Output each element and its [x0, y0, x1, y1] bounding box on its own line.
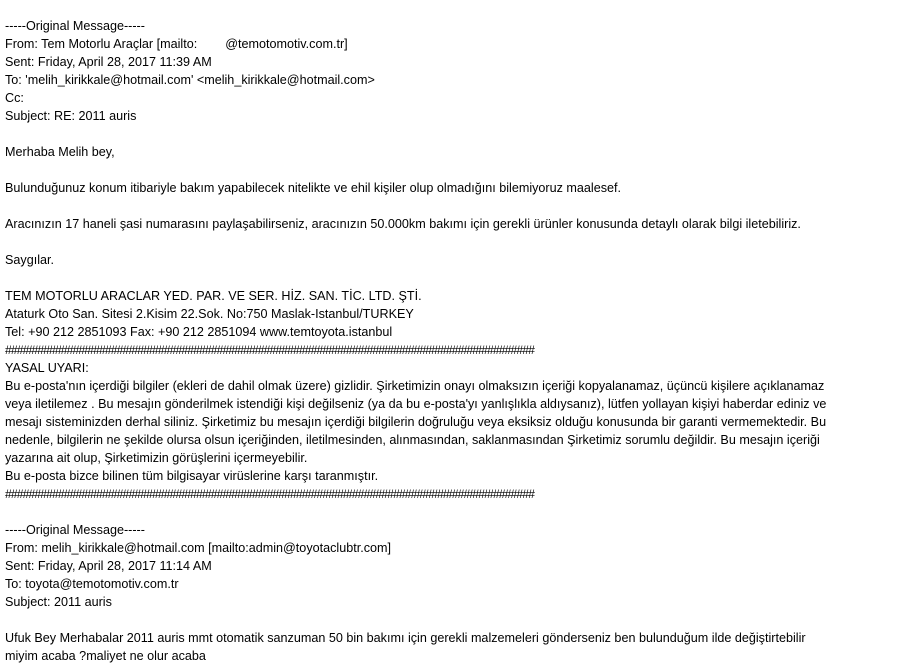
- from-line: From: melih_kirikkale@hotmail.com [mailto:admin@toyotaclubtr.com]: [5, 541, 392, 555]
- sent-line: Sent: Friday, April 28, 2017 11:14 AM: [5, 559, 212, 573]
- to-line: To: toyota@temotomotiv.com.tr: [5, 577, 179, 591]
- original-body-line: miyim acaba ?maliyet ne olur acaba: [5, 649, 206, 663]
- disclaimer-line: yazarına ait olup, Şirketimizin görüşlerini içermeyebilir.: [5, 451, 308, 465]
- original-message-separator: -----Original Message-----: [5, 19, 145, 33]
- disclaimer-line: Bu e-posta bizce bilinen tüm bilgisayar virüslerine karşı taranmıştır.: [5, 469, 379, 483]
- original-message-separator: -----Original Message-----: [5, 523, 145, 537]
- subject-line: Subject: 2011 auris: [5, 595, 112, 609]
- reply-paragraph-2: Aracınızın 17 haneli şasi numarasını paylaşabilirseniz, aracınızın 50.000km bakımı için gerekli ürünler konusunda detaylı olarak bilgi iletebiliriz.: [5, 217, 801, 231]
- disclaimer-line: mesajı sisteminizden derhal siliniz. Şirketimiz bu mesajın içerdiği bilgilerin doğruluğu veya eksiksiz olduğu konusunda bir garanti vermemektedir. Bu: [5, 415, 827, 429]
- subject-line: Subject: RE: 2011 auris: [5, 109, 137, 123]
- original-body-line: Ufuk Bey Merhabalar 2011 auris mmt otomatik sanzuman 50 bin bakımı için gerekli malzemeleri gönderseniz ben bulunduğum ilde değiştirtebilir: [5, 631, 806, 645]
- cc-line: Cc:: [5, 91, 24, 105]
- disclaimer-line: nedenle, bilgilerin ne şekilde olursa olsun içeriğinden, iletilmesinden, alınmasından, saklanmasından Şirketimiz sorumlu değildir. Bu mesajın içeriği: [5, 433, 820, 447]
- sent-line: Sent: Friday, April 28, 2017 11:39 AM: [5, 55, 212, 69]
- from-line: [5, 35, 895, 53]
- hash-divider-top: ##########################################################################################: [5, 343, 535, 357]
- signature-address: Ataturk Oto San. Sitesi 2.Kisim 22.Sok. No:750 Maslak-Istanbul/TURKEY: [5, 307, 414, 321]
- disclaimer-title: YASAL UYARI:: [5, 361, 89, 375]
- signature-company: TEM MOTORLU ARACLAR YED. PAR. VE SER. HİZ. SAN. TİC. LTD. ŞTİ.: [5, 289, 422, 303]
- reply-paragraph-1: Bulunduğunuz konum itibariyle bakım yapabilecek nitelikte ve ehil kişiler olup olmadığını bilemiyoruz maalesef.: [5, 181, 622, 195]
- greeting: Merhaba Melih bey,: [5, 145, 115, 159]
- to-line: To: 'melih_kirikkale@hotmail.com' <melih_kirikkale@hotmail.com>: [5, 73, 375, 87]
- from-suffix: @temotomotiv.com.tr]: [225, 37, 348, 51]
- email-body: [5, 17, 895, 665]
- closing: Saygılar.: [5, 253, 55, 267]
- disclaimer-line: Bu e-posta'nın içerdiği bilgiler (ekleri de dahil olmak üzere) gizlidir. Şirketimizin onayı olmaksızın içeriği kopyalanamaz, üçüncü kişilere açıklanamaz: [5, 379, 825, 393]
- hash-divider-bottom: ##########################################################################################: [5, 487, 535, 501]
- disclaimer-line: veya iletilemez . Bu mesajın gönderilmek istendiği kişi değilseniz (ya da bu e-posta'yı yanlışlıkla aldıysanız), lütfen yollayan kişiyi haberdar ediniz ve: [5, 397, 827, 411]
- signature-contact: Tel: +90 212 2851093 Fax: +90 212 2851094 www.temtoyota.istanbul: [5, 325, 393, 339]
- from-prefix: From: Tem Motorlu Araçlar [mailto:: [5, 37, 198, 51]
